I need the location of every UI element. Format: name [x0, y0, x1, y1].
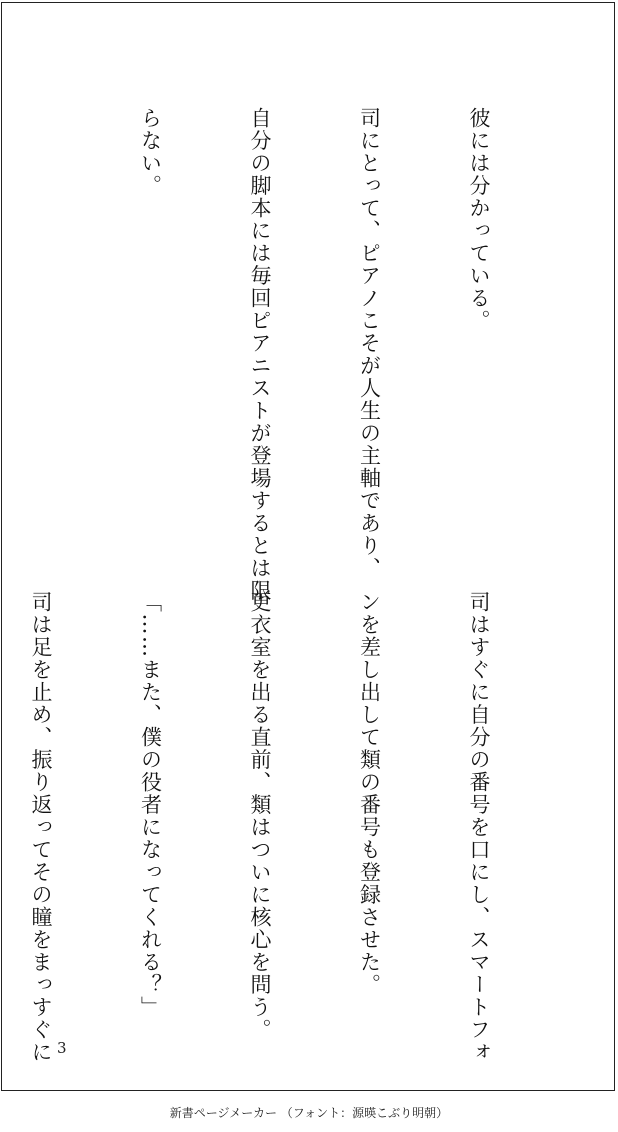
- text-block-top: [50, 107, 570, 602]
- text-line: 司にとって、ピアノこそが人生の主軸であり、: [357, 107, 382, 580]
- text-line: 更衣室を出る直前、類はついに核心を問う。: [248, 591, 272, 1041]
- text-line: ンを差し出して類の番号も登録させた。: [357, 591, 382, 996]
- text-line: 「……また、僕の役者になってくれる？」: [138, 591, 163, 1019]
- text-line: 司はすぐに自分の番号を口にし、スマートフォ: [467, 591, 491, 1064]
- text-line: らない。: [138, 107, 163, 197]
- page-number: 3: [57, 1039, 67, 1057]
- text-line: 彼には分かっている。: [467, 107, 491, 332]
- text-block-bottom: [29, 591, 570, 1064]
- page-frame: [1, 2, 615, 1091]
- footer-caption: 新書ページメーカー （フォント：源暎こぶり明朝）: [169, 1106, 449, 1120]
- text-line: 自分の脚本には毎回ピアニストが登場するとは限: [248, 107, 272, 602]
- text-line: 司は足を止め、振り返ってその瞳をまっすぐに: [29, 591, 53, 1064]
